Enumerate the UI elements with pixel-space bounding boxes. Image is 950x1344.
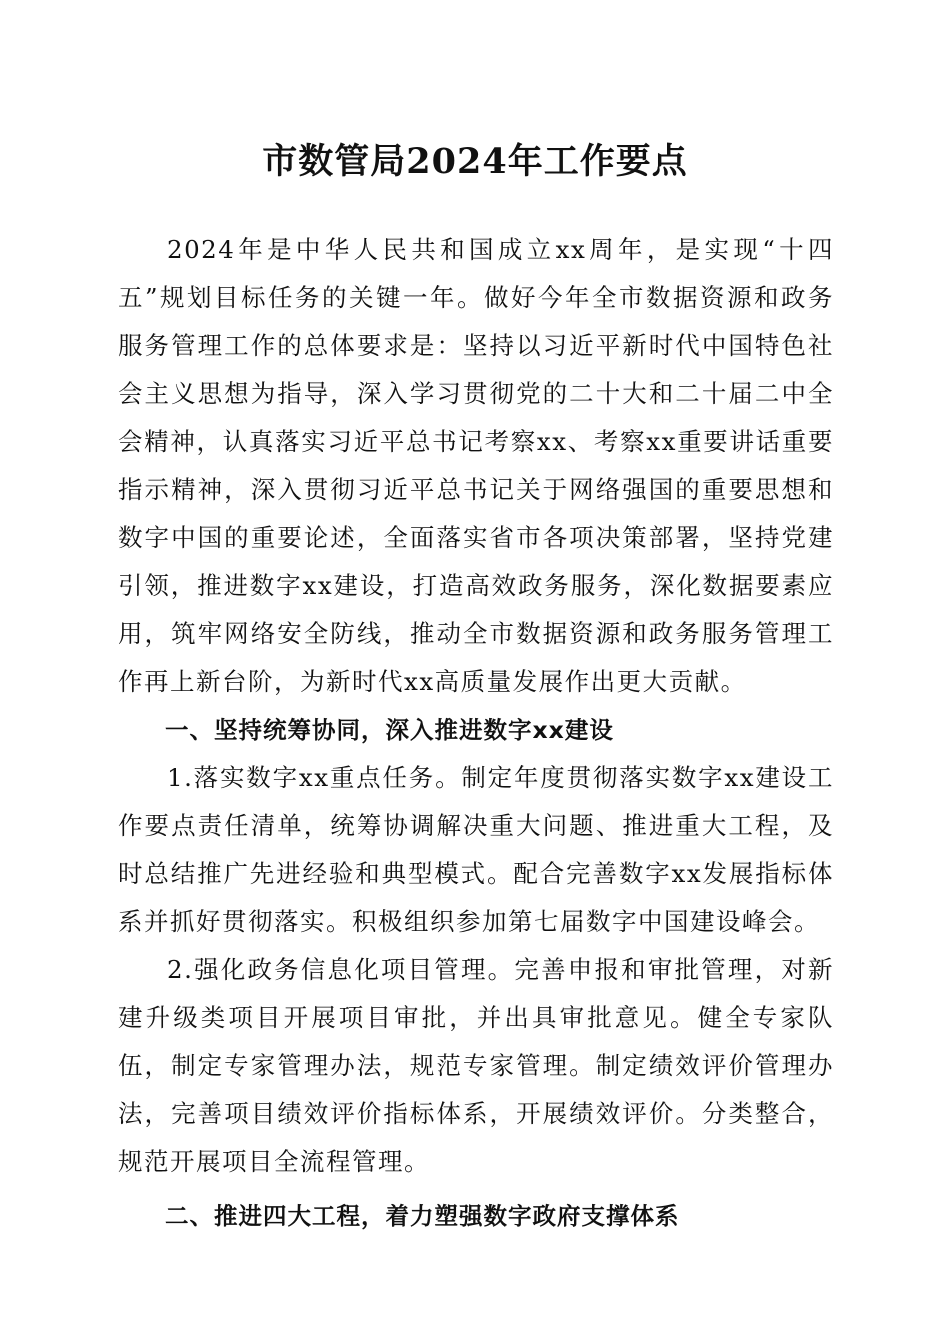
document-body bbox=[118, 226, 834, 1240]
section-1-item-1: 1.落实数字xx重点任务。制定年度贯彻落实数字xx建设工作要点责任清单，统筹协调解决重大问题、推进重大工程，及时总结推广先进经验和典型模式。配合完善数字xx发展指标体系并抓好贯彻落实。积极组织参加第七届数字中国建设峰会。 bbox=[118, 763, 834, 936]
section-1-heading: 一、坚持统筹协同，深入推进数字xx建设 bbox=[165, 716, 614, 744]
section-1-item-2: 2.强化政务信息化项目管理。完善申报和审批管理，对新建升级类项目开展项目审批，并出具审批意见。健全专家队伍，制定专家管理办法，规范专家管理。制定绩效评价管理办法，完善项目绩效评价指标体系，开展绩效评价。分类整合，规范开展项目全流程管理。 bbox=[118, 955, 834, 1176]
intro-paragraph: 2024年是中华人民共和国成立xx周年，是实现“十四五”规划目标任务的关键一年。做好今年全市数据资源和政务服务管理工作的总体要求是：坚持以习近平新时代中国特色社会主义思想为指导，深入学习贯彻党的二十大和二十届二中全会精神，认真落实习近平总书记考察xx、考察xx重要讲话重要指示精神，深入贯彻习近平总书记关于网络强国的重要思想和数字中国的重要论述，全面落实省市各项决策部署，坚持党建引领，推进数字xx建设，打造高效政务服务，深化数据要素应用，筑牢网络安全防线，推动全市数据资源和政务服务管理工作再上新台阶，为新时代xx高质量发展作出更大贡献。 bbox=[118, 235, 834, 696]
document-title: 市数管局2024年工作要点 bbox=[262, 141, 688, 182]
section-2-heading: 二、推进四大工程，着力塑强数字政府支撑体系 bbox=[165, 1202, 680, 1230]
